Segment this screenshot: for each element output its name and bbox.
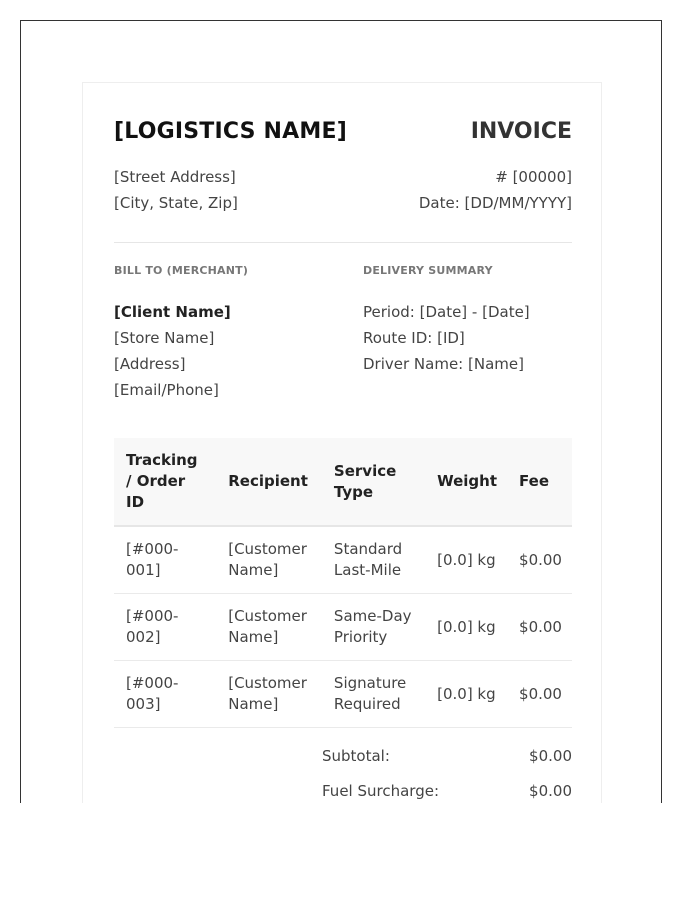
delivery-summary-section [363, 264, 572, 403]
delivery-period: Period: [Date] - [Date] [363, 303, 530, 321]
invoice-number: # [00000] [495, 168, 572, 186]
invoice-content [114, 119, 572, 803]
line-items-table [114, 438, 572, 728]
company-address [114, 164, 238, 216]
city-state-zip: [City, State, Zip] [114, 194, 238, 212]
column-header-fee: Fee [507, 438, 572, 526]
cell-weight: [0.0] kg [425, 594, 507, 661]
company-name: [LOGISTICS NAME] [114, 119, 347, 144]
bill-to-heading: BILL TO (MERCHANT) [114, 264, 249, 277]
column-header-tracking: Tracking / Order ID [114, 438, 216, 526]
fuel-surcharge-row [322, 781, 572, 801]
cell-tracking: [#000-002] [114, 594, 216, 661]
fuel-surcharge-label: Fuel Surcharge: [322, 782, 439, 800]
driver-name: Driver Name: [Name] [363, 355, 524, 373]
cell-fee: $0.00 [507, 526, 572, 594]
invoice-header [114, 119, 572, 144]
client-contact: [Email/Phone] [114, 381, 219, 399]
cell-service: Same-Day Priority [322, 594, 425, 661]
delivery-summary-heading: DELIVERY SUMMARY [363, 264, 493, 277]
address-block [114, 164, 572, 216]
subtotal-value: $0.00 [529, 747, 572, 765]
cell-tracking: [#000-003] [114, 661, 216, 728]
invoice-date: Date: [DD/MM/YYYY] [418, 194, 572, 212]
header-divider [114, 242, 572, 243]
table-row [114, 526, 572, 594]
invoice-title: INVOICE [470, 119, 572, 144]
cell-service: Standard Last-Mile [322, 526, 425, 594]
route-id: Route ID: [ID] [363, 329, 465, 347]
table-body [114, 526, 572, 728]
bill-to-section [114, 264, 363, 403]
cell-weight: [0.0] kg [425, 661, 507, 728]
cell-fee: $0.00 [507, 661, 572, 728]
table-header [114, 438, 572, 526]
table-row [114, 594, 572, 661]
client-address: [Address] [114, 355, 186, 373]
subtotal-row [322, 746, 572, 766]
cell-service: Signature Required [322, 661, 425, 728]
client-name: [Client Name] [114, 303, 231, 321]
cell-recipient: [Customer Name] [216, 526, 322, 594]
cell-tracking: [#000-001] [114, 526, 216, 594]
table-row [114, 661, 572, 728]
table-header-row [114, 438, 572, 526]
cell-recipient: [Customer Name] [216, 594, 322, 661]
street-address: [Street Address] [114, 168, 236, 186]
cell-recipient: [Customer Name] [216, 661, 322, 728]
invoice-meta [419, 164, 572, 216]
column-header-recipient: Recipient [216, 438, 322, 526]
fuel-surcharge-value: $0.00 [529, 782, 572, 800]
invoice-sheet [82, 82, 602, 803]
store-name: [Store Name] [114, 329, 215, 347]
document-viewport [20, 20, 662, 803]
column-header-service: Service Type [322, 438, 425, 526]
cell-fee: $0.00 [507, 594, 572, 661]
cell-weight: [0.0] kg [425, 526, 507, 594]
totals-section [322, 746, 572, 801]
subtotal-label: Subtotal: [322, 747, 390, 765]
column-header-weight: Weight [425, 438, 507, 526]
billing-info [114, 264, 572, 403]
